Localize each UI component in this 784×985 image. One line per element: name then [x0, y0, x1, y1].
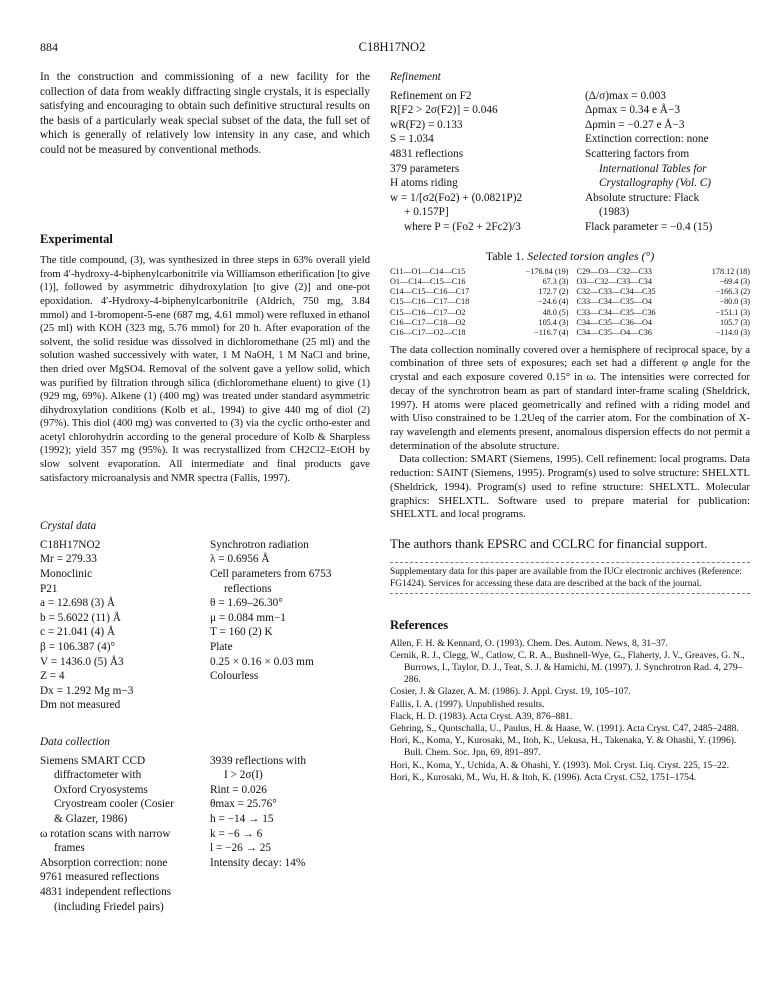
data-collection-item: θmax = 25.76°: [210, 798, 277, 811]
refinement-item: (1983): [599, 206, 630, 219]
torsion-angle: −114.0 (3): [715, 327, 750, 337]
refinement-item: Δρmax = 0.34 e Å−3: [585, 104, 680, 117]
torsion-atoms: C33—C34—C35—O4: [576, 297, 652, 307]
left-column: [40, 70, 370, 914]
torsion-angle: −166.3 (2): [715, 287, 750, 297]
data-collection-item: Intensity decay: 14%: [210, 856, 306, 869]
data-collection-item: 3939 reflections with: [210, 754, 307, 767]
crystal-data-item: c = 21.041 (4) Å: [40, 626, 116, 639]
data-collection-item: Siemens SMART CCD: [40, 754, 146, 767]
references-list: [390, 638, 750, 784]
data-collection-item: Oxford Cryosystems: [54, 783, 148, 796]
data-collection-heading: Data collection: [40, 735, 110, 748]
data-collection-text-1: The data collection nominally covered over a hemisphere of reciprocal space, by a combination of three sets of exposures; each set had a different φ angle for the crystal and each exposure covered 0.15° in ω. The intensities were corrected for decay of the synchrotron beam as part of standard inter-frame scaling (Sheldrick, 1997). H atoms were placed geometrically and refined with a riding model and with Uiso constrained to be 1.2Ueq of the carrier atom. For the combination of X-ray wavelength and elements present, anomalous dispersion effects do not permit a determination of the absolute structure.: [390, 343, 750, 452]
table1-caption-title: Selected torsion angles (°): [527, 248, 655, 263]
data-collection-item: k = −6 → 6: [210, 827, 263, 840]
refinement-item: 4831 reflections: [390, 147, 464, 160]
torsion-angle: 178.12 (18): [711, 267, 750, 277]
refinement-item: H atoms riding: [390, 177, 458, 190]
refinement-item: Refinement on F2: [390, 89, 472, 102]
torsion-row: [390, 328, 568, 338]
refinement-item: International Tables for: [599, 162, 707, 175]
crystal-data-item: Cell parameters from 6753: [210, 568, 332, 581]
torsion-row: [390, 318, 568, 328]
crystal-data-item: T = 160 (2) K: [210, 626, 273, 639]
supplementary-note: Supplementary data for this paper are available from the IUCr electronic archives (Reference: FG1424). Services for accessing these data are described at the back of the journal.: [390, 566, 742, 589]
torsion-angle: 105.4 (3): [538, 317, 569, 327]
right-column: [390, 70, 750, 784]
torsion-angle: 67.3 (3): [542, 277, 569, 287]
torsion-row: [576, 318, 750, 328]
torsion-atoms: C32—C33—C34—C35: [576, 287, 656, 297]
data-collection-item: h = −14 → 15: [210, 812, 274, 825]
page-number: 884: [40, 40, 58, 54]
refinement-item: (Δ/σ)max = 0.003: [585, 89, 666, 102]
torsion-angle: −24.6 (4): [537, 297, 569, 307]
data-collection-item: ω rotation scans with narrow: [40, 827, 171, 840]
torsion-atoms: C11—O1—C14—C15: [390, 267, 466, 277]
torsion-atoms: C29—O3—C32—C33: [576, 267, 652, 277]
table1-caption-prefix: Table 1.: [485, 248, 525, 263]
refinement-item: Scattering factors from: [585, 147, 690, 160]
data-collection-item: diffractometer with: [54, 769, 142, 782]
crystal-data-item: Mr = 279.33: [40, 553, 97, 566]
crystal-data-item: λ = 0.6956 Å: [210, 553, 270, 566]
torsion-row: [576, 267, 750, 277]
torsion-angle: −69.4 (3): [719, 277, 750, 287]
torsion-row: [576, 308, 750, 318]
torsion-row: [390, 308, 568, 318]
data-collection-item: frames: [54, 842, 85, 855]
reference-item: Cernik, R. J., Clegg, W., Catlow, C. R. A., Bushnell-Wye, G., Flaherty, J. V., Greaves, G. N., Burrows, I., Taylor, D. J., Teat, S. J. & Hamichi, M. (1997). J. Synchrotron Rad. 4, 279–286.: [390, 649, 745, 686]
reference-item: Allen, F. H. & Kennard, O. (1993). Chem. Des. Autom. News, 8, 31–37.: [390, 637, 668, 649]
data-collection-item: Rint = 0.026: [210, 783, 267, 796]
data-collection-block: [40, 754, 370, 915]
refinement-heading: Refinement: [390, 71, 441, 83]
torsion-atoms: C16—C17—O2—C18: [390, 327, 466, 337]
torsion-row: [390, 287, 568, 297]
refinement-item: where P = (Fo2 + 2Fc2)/3: [404, 220, 521, 233]
reference-item: Hori, K., Koma, Y., Uchida, A. & Ohashi, Y. (1993). Mol. Cryst. Liq. Cryst. 225, 15–22.: [390, 759, 729, 771]
torsion-angle: −151.1 (3): [715, 307, 750, 317]
crystal-data-item: β = 106.387 (4)°: [40, 641, 115, 653]
refinement-item: wR(F2) = 0.133: [390, 118, 463, 131]
crystal-data-item: Z = 4: [40, 670, 65, 683]
crystal-data-item: θ = 1.69–26.30°: [210, 597, 283, 610]
torsion-atoms: C15—C16—C17—O2: [390, 307, 466, 317]
experimental-heading: Experimental: [40, 231, 113, 246]
crystal-data-item: μ = 0.084 mm−1: [210, 611, 286, 624]
table1-caption: [390, 249, 750, 264]
data-collection-item: 4831 independent reflections: [40, 885, 172, 898]
reference-item: Hori, K., Kurosaki, M., Wu, H. & Itoh, K. (1996). Acta Cryst. C52, 1751–1754.: [390, 771, 697, 783]
acknowledgement: The authors thank EPSRC and CCLRC for financial support.: [390, 535, 708, 551]
data-collection-item: & Glazer, 1986): [54, 812, 128, 825]
torsion-atoms: C15—C16—C17—C18: [390, 297, 470, 307]
crystal-data-item: reflections: [224, 582, 272, 595]
crystal-data-item: Dx = 1.292 Mg m−3: [40, 684, 134, 697]
data-collection-item: Absorption correction: none: [40, 856, 168, 869]
torsion-angle: −176.84 (19): [525, 267, 569, 277]
torsion-angle: 172.7 (2): [538, 287, 569, 297]
intro-paragraph: In the construction and commissioning of a new facility for the collection of data from weakly diffracting single crystals, it is especially satisfying and encouraging to obtain such definitive structural results on the basis of a particularly weak special subset of the data, the full set of which is generally of relatively low intensity in any case, and which could not be measured by conventional methods.: [40, 71, 370, 156]
crystal-data-item: P21: [40, 582, 58, 595]
running-title: C18H17NO2: [358, 40, 426, 54]
refinement-item: Flack parameter = −0.4 (15): [585, 220, 713, 233]
data-collection-item: I > 2σ(I): [224, 769, 263, 782]
experimental-paragraph: The title compound, (3), was synthesized in three steps in 63% overall yield from 4′-hydroxy-4-biphenylcarbonitrile via Williamson etherification [to give (1)], followed by asymmetric dihydroxylation [to give (2)] and one-pot epoxidation. 4′-Hydroxy-4-biphenylcarbonitrile (Aldrich, 750 mg, 3.84 mmol) and 1-bromopent-5-ene (687 mg, 4.61 mmol) were refluxed in ethanol (25 ml) with KOH (323 mg, 5.76 mmol) for 20 h. After evaporation of the solvent, the solid residue was dissolved in dichloromethane (25 ml) and the solution washed successively with water, 1 M NaOH, 1 M NaCl and brine, then dried over MgSO4. Removal of the solvent gave a yellow solid, which was purified by filtration through silica (dichloromethane eluent) to give (1) (929 mg, 69%). Alkene (1) (400 mg) was treated under standard asymmetric dihydroxylation conditions (Kolb et al., 1994) to give 440 mg of diol (2) (97%). This diol (400 mg) was converted to (3) via the cyclic ortho-ester and acetyl chlorohydrin according to the general procedure of Kolb & Sharpless (1992); yield 357 mg (95%). It was recrystallized from CH2Cl2–EtOH by slow solvent evaporation. All intermediate and final products gave satisfactory microanalysis and NMR spectra (Fallis, 1997).: [40, 255, 370, 484]
reference-item: Fallis, I. A. (1997). Unpublished results.: [390, 698, 545, 710]
refinement-block: [390, 89, 750, 235]
torsion-row: [390, 297, 568, 307]
crystal-data-item: V = 1436.0 (5) Å3: [40, 655, 124, 668]
refinement-item: Δρmin = −0.27 e Å−3: [585, 118, 685, 131]
torsion-angle: −80.0 (3): [719, 297, 750, 307]
refinement-item: Absolute structure: Flack: [585, 191, 700, 204]
crystal-data-item: C18H17NO2: [40, 538, 101, 551]
crystal-data-item: Plate: [210, 641, 233, 653]
torsion-atoms: C34—C35—O4—C36: [576, 327, 652, 337]
data-collection-item: Cryostream cooler (Cosier: [54, 798, 174, 811]
reference-item: Hori, K., Koma, Y., Kurosaki, M., Itoh, K., Uekusa, H., Takenaka, Y. & Ohashi, Y. (1996). Bull. Chem. Soc. Jpn, 69, 891–897.: [390, 735, 737, 759]
crystal-data-item: Dm not measured: [40, 699, 121, 712]
crystal-data-item: Monoclinic: [40, 568, 93, 581]
torsion-table: [390, 267, 750, 338]
torsion-row: [576, 328, 750, 338]
data-collection-item: l = −26 → 25: [210, 842, 272, 855]
crystal-data-item: Synchrotron radiation: [210, 538, 309, 551]
refinement-item: + 0.157P]: [404, 206, 449, 219]
crystal-data-item: b = 5.6022 (11) Å: [40, 611, 121, 624]
refinement-item: R[F2 > 2σ(F2)] = 0.046: [390, 104, 498, 117]
reference-item: Gehring, S., Quotschalla, U., Paulus, H. & Haase, W. (1991). Acta Cryst. C47, 2485–2488.: [390, 722, 739, 734]
refinement-item: Crystallography (Vol. C): [599, 177, 712, 190]
torsion-row: [576, 297, 750, 307]
divider-top: [390, 562, 750, 563]
torsion-atoms: C33—C34—C35—C36: [576, 307, 656, 317]
torsion-row: [390, 267, 568, 277]
refinement-item: S = 1.034: [390, 133, 434, 146]
data-collection-item: (including Friedel pairs): [54, 900, 164, 913]
torsion-atoms: O1—C14—C15—C16: [390, 277, 466, 287]
reference-item: Cosier, J. & Glazer, A. M. (1986). J. Appl. Cryst. 19, 105–107.: [390, 686, 631, 698]
references-heading: References: [390, 617, 449, 632]
torsion-row: [390, 277, 568, 287]
crystal-data-block: [40, 538, 370, 713]
crystal-data-item: a = 12.698 (3) Å: [40, 597, 116, 610]
torsion-atoms: C16—C17—C18—O2: [390, 317, 466, 327]
torsion-row: [576, 277, 750, 287]
torsion-angle: 48.0 (5): [542, 307, 569, 317]
torsion-atoms: O3—C32—C33—C34: [576, 277, 652, 287]
torsion-atoms: C14—C15—C16—C17: [390, 287, 470, 297]
torsion-atoms: C34—C35—C36—O4: [576, 317, 652, 327]
crystal-data-item: 0.25 × 0.16 × 0.03 mm: [210, 655, 314, 668]
torsion-angle: −116.7 (4): [534, 327, 569, 337]
refinement-item: w = 1/[σ2(Fo2) + (0.0821P)2: [390, 191, 523, 204]
torsion-angle: 105.7 (3): [719, 317, 750, 327]
refinement-item: 379 parameters: [390, 162, 460, 175]
refinement-item: Extinction correction: none: [585, 133, 709, 146]
crystal-data-item: Colourless: [210, 670, 259, 683]
torsion-row: [576, 287, 750, 297]
crystal-data-heading: Crystal data: [40, 520, 97, 533]
data-collection-item: 9761 measured reflections: [40, 871, 160, 884]
reference-item: Flack, H. D. (1983). Acta Cryst. A39, 876–881.: [390, 710, 573, 722]
data-collection-text-2: Data collection: SMART (Siemens, 1995). Cell refinement: local programs. Data reduction: SAINT (Siemens, 1995). Program(s) used to solve structure: SHELXTL (Sheldrick, 1994). Program(s) used to refine structure: SHELXTL. Molecular graphics: SHELXTL. Software used to prepare material for publication: SHELXTL and local programs.: [390, 453, 750, 521]
